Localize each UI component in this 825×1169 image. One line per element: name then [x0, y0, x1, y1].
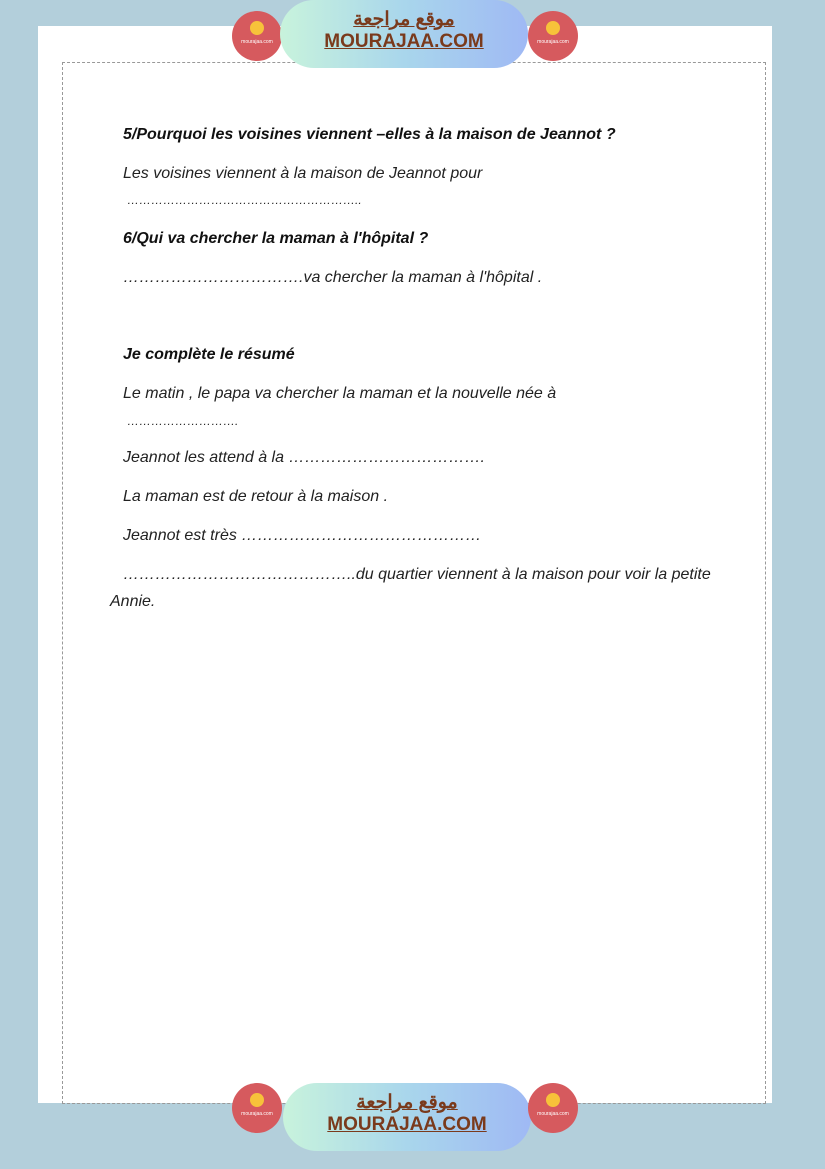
answer-5-blank: ………………………………………………….. [127, 193, 362, 207]
badge-text: mourajaa.com [241, 39, 273, 45]
resume-title: Je complète le résumé [123, 346, 295, 363]
logo-badge-left [232, 11, 282, 61]
book-icon [546, 21, 560, 35]
badge-text: mourajaa.com [537, 1111, 569, 1117]
site-name-arabic: موقع مراجعة [353, 9, 455, 30]
book-icon [250, 21, 264, 35]
logo-badge-right-bottom [528, 1083, 578, 1133]
book-icon [546, 1093, 560, 1107]
badge-text: mourajaa.com [537, 39, 569, 45]
resume-line-1: Le matin , le papa va chercher la maman et la nouvelle née à [123, 385, 557, 402]
answer-6: …………………………….va chercher la maman à l'hôpital . [123, 269, 543, 286]
site-name-arabic: موقع مراجعة [356, 1092, 458, 1113]
resume-line-4: Jeannot est très ……………………………………… [123, 527, 482, 544]
site-banner-top[interactable] [280, 0, 528, 68]
site-name-latin: MOURAJAA.COM [324, 31, 484, 52]
site-banner-bottom[interactable] [283, 1083, 531, 1151]
logo-badge-right [528, 11, 578, 61]
resume-line-5: ……………………………………..du quartier viennent à la maison pour voir la petite [123, 566, 711, 583]
resume-line-5-end: Annie. [110, 593, 156, 610]
question-5: 5/Pourquoi les voisines viennent –elles à la maison de Jeannot ? [123, 126, 616, 143]
answer-5: Les voisines viennent à la maison de Jeannot pour [123, 165, 483, 182]
site-name-latin: MOURAJAA.COM [327, 1114, 487, 1135]
resume-line-1-blank: ………………………. [127, 414, 239, 428]
resume-line-2: Jeannot les attend à la ………………………………. [123, 449, 485, 466]
badge-text: mourajaa.com [241, 1111, 273, 1117]
resume-line-3: La maman est de retour à la maison . [123, 488, 389, 505]
logo-badge-left-bottom [232, 1083, 282, 1133]
question-6: 6/Qui va chercher la maman à l'hôpital ? [123, 230, 429, 247]
book-icon [250, 1093, 264, 1107]
